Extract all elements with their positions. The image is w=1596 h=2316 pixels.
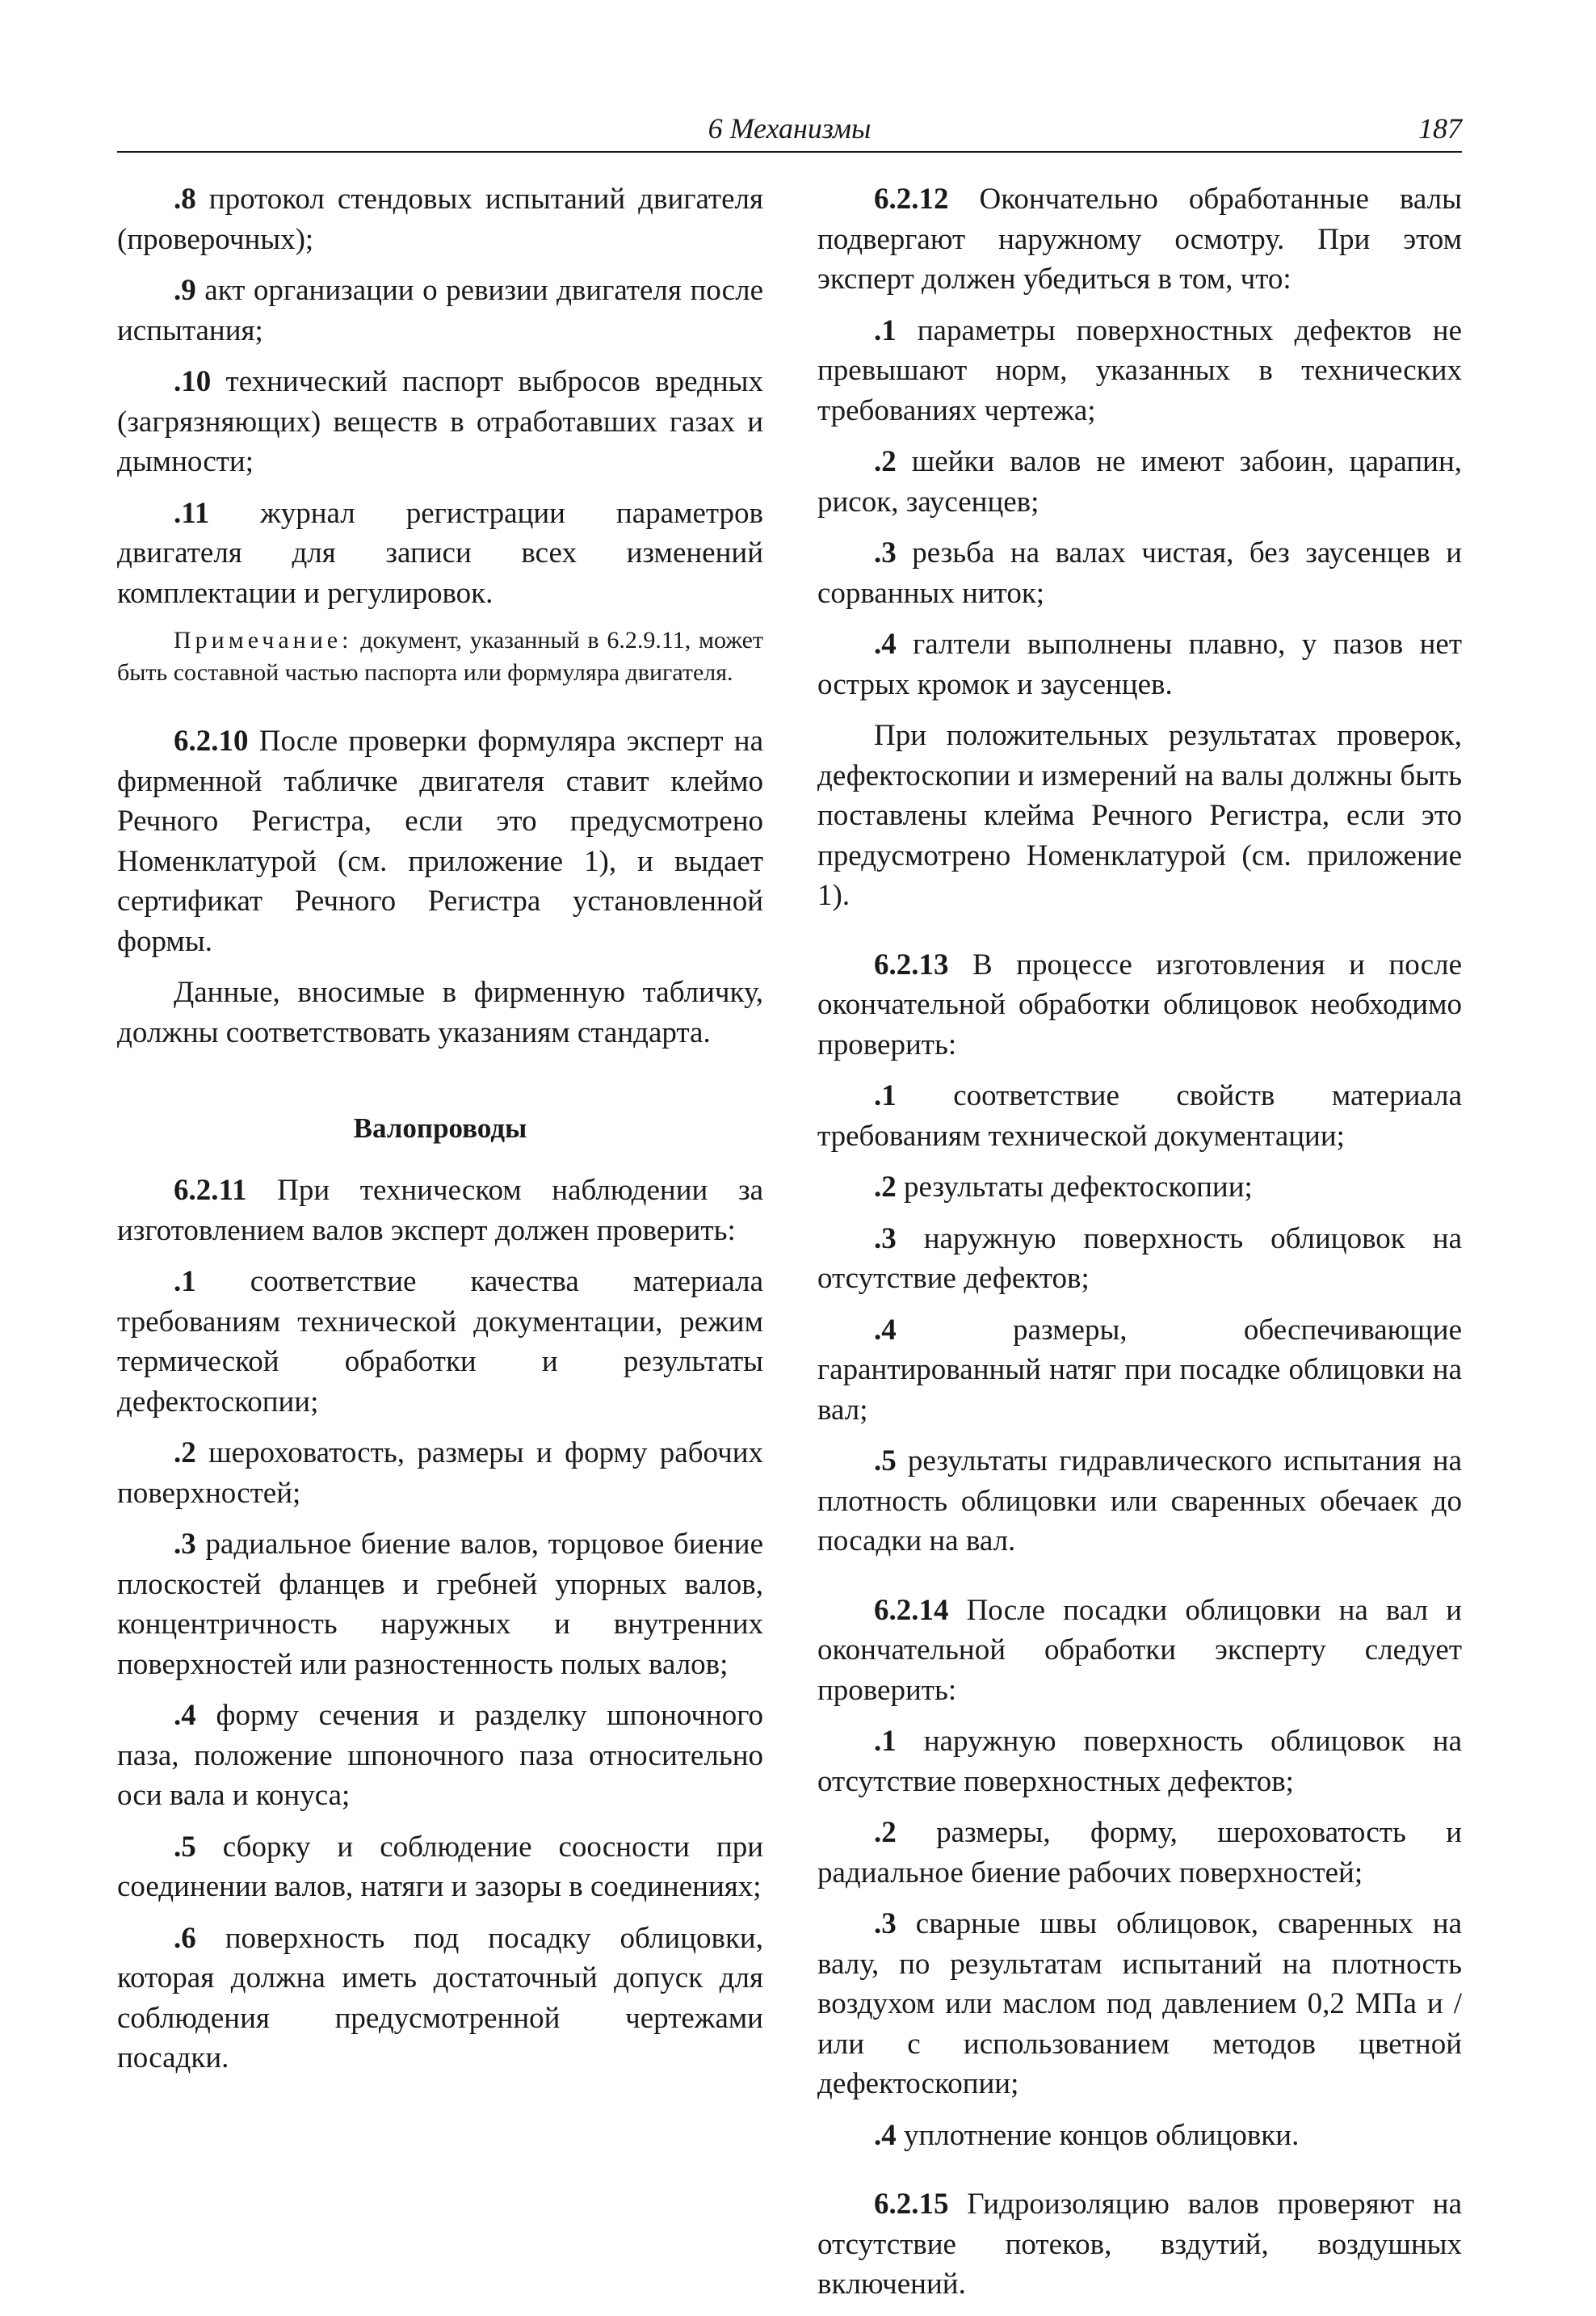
clause-text: После проверки формуляра эксперт на фирменной табличке двигателя ставит клеймо Речного Регистра, если это предусмотрено Номенклатурой (см. приложение 1), и выдает сертификат Речного Регистра установленной формы. [117,725,763,958]
item-text: журнал регистрации параметров двигателя для записи всех изменений комплектации и регулировок. [117,496,763,610]
list-item [817,1904,1462,2104]
clause-text: Гидроизоляцию валов проверяют на отсутствие потеков, вздутий, воздушных включений. [817,2188,1462,2301]
item-number: .1 [874,1079,897,1112]
clause-text: После посадки облицовки на вал и окончательной обработки эксперту следует проверить: [817,1593,1462,1707]
item-text: уплотнение концов облицовки. [896,2118,1300,2152]
item-number: .5 [874,1444,897,1477]
list-item [117,1696,763,1816]
item-number: .4 [174,1699,196,1732]
list-item [817,1813,1462,1893]
item-number: .2 [874,1171,897,1204]
item-text: резьба на валах чистая, без заусенцев и сорванных ниток; [817,536,1462,610]
list-item [117,362,763,482]
paragraph-text: При положительных результатах проверок, дефектоскопии и измерений на валы должны быть поставлены клейма Речного Регистра, если это предусмотрено Номенклатурой (см. приложение 1). [817,719,1462,912]
chapter-title: 6 Механизмы [708,112,872,145]
item-number: .4 [874,2118,897,2152]
clause-6-2-12 [817,179,1462,300]
item-number: .3 [874,1221,897,1255]
list-item [817,2116,1462,2156]
list-item [817,533,1462,613]
item-number: .2 [874,1816,897,1849]
item-number: .4 [874,628,897,661]
item-text: акт организации о ревизии двигателя после испытания; [117,274,763,347]
item-number: .1 [174,1265,196,1298]
clause-text: В процессе изготовления и после окончательной обработки облицовок необходимо проверить: [817,948,1462,1061]
item-number: .6 [174,1921,196,1955]
item-number: .3 [874,1907,897,1940]
right-column [817,179,1462,2316]
item-text: радиальное биение валов, торцовое биение плоскостей фланцев и гребней упорных валов, концентричность наружных и внутренних поверхностей или разностенность полых валов; [117,1528,763,1681]
item-number: .4 [874,1313,897,1347]
list-item [817,1219,1462,1299]
page-number: 187 [1418,112,1462,145]
item-number: .2 [874,445,897,478]
clause-6-2-13 [817,945,1462,1066]
clause-number: 6.2.10 [174,725,249,758]
item-text: шероховатость, размеры и форму рабочих поверхностей; [117,1436,763,1510]
clause-text: Окончательно обработанные валы подвергают наружному осмотру. При этом эксперт должен убедиться в том, что: [817,183,1462,296]
item-text: параметры поверхностных дефектов не превышают норм, указанных в технических требованиях чертежа; [817,313,1462,427]
list-item [817,1721,1462,1801]
section-heading: Валопроводы [353,1112,527,1144]
list-item [117,1524,763,1684]
note-text: документ, указанный в 6.2.9.11, может быть составной частью паспорта или формуляра двигателя. [117,627,763,686]
item-text: соответствие качества материала требованиям технической документации, режим термической обработки и результаты дефектоскопии; [117,1265,763,1419]
list-item [817,1167,1462,1208]
list-item [117,271,763,351]
clause-6-2-15 [817,2184,1462,2305]
item-text: размеры, обеспечивающие гарантированный натяг при посадке облицовки на вал; [817,1313,1462,1427]
list-item [117,494,763,614]
clause-number: 6.2.15 [874,2188,949,2221]
item-number: .9 [174,274,196,307]
clause-number: 6.2.13 [874,948,949,981]
clause-number: 6.2.14 [874,1593,949,1627]
item-number: .3 [874,536,897,570]
list-item [117,179,763,259]
item-number: .1 [874,1725,897,1758]
clause-6-2-11 [117,1171,763,1250]
item-number: .2 [174,1436,196,1469]
item-text: наружную поверхность облицовок на отсутствие поверхностных дефектов; [817,1725,1462,1798]
item-number: .8 [174,183,196,216]
item-text: протокол стендовых испытаний двигателя (проверочных); [117,183,763,256]
left-column [117,179,763,2090]
list-item [817,442,1462,522]
list-item [117,1919,763,2079]
item-text: результаты дефектоскопии; [896,1171,1253,1204]
paragraph [817,716,1462,916]
clause-number: 6.2.12 [874,183,949,216]
list-item [117,1827,763,1907]
item-text: сварные швы облицовок, сваренных на валу, по результатам испытаний на плотность воздухом или маслом под давлением 0,2 МПа и / или с использованием методов цветной дефектоскопии; [817,1907,1462,2100]
item-text: галтели выполнены плавно, у пазов нет острых кромок и заусенцев. [817,628,1462,701]
item-text: сборку и соблюдение соосности при соединении валов, натяги и зазоры в соединениях; [117,1830,763,1903]
list-item [817,1310,1462,1431]
list-item [817,1441,1462,1562]
item-text: результаты гидравлического испытания на плотность облицовки или сваренных обечаек до посадки на вал. [817,1444,1462,1557]
list-item [117,1433,763,1513]
item-text: соответствие свойств материала требованиям технической документации; [817,1079,1462,1153]
item-text: шейки валов не имеют забоин, царапин, рисок, заусенцев; [817,445,1462,519]
clause-6-2-10 [117,721,763,961]
item-text: размеры, форму, шероховатость и радиальное биение рабочих поверхностей; [817,1816,1462,1889]
item-text: наружную поверхность облицовок на отсутствие дефектов; [817,1221,1462,1295]
note [117,624,763,689]
clause-number: 6.2.11 [174,1174,247,1207]
item-number: .10 [174,365,212,398]
item-number: .3 [174,1528,196,1561]
list-item [817,311,1462,431]
list-item [817,624,1462,704]
paragraph-text: Данные, вносимые в фирменную табличку, должны соответствовать указаниям стандарта. [117,976,763,1049]
list-item [117,1262,763,1422]
list-item [817,1076,1462,1156]
page-header [117,109,1462,153]
item-number: .1 [874,313,897,347]
paragraph [117,973,763,1053]
note-label: Примечание: [174,627,353,654]
item-number: .11 [174,496,210,530]
item-text: форму сечения и разделку шпоночного паза, положение шпоночного паза относительно оси вала и конуса; [117,1699,763,1812]
item-text: поверхность под посадку облицовки, которая должна иметь достаточный допуск для соблюдения предусмотренной чертежами посадки. [117,1921,763,2074]
item-text: технический паспорт выбросов вредных (загрязняющих) веществ в отработавших газах и дымности; [117,365,763,478]
clause-text: При техническом наблюдении за изготовлением валов эксперт должен проверить: [117,1174,763,1247]
item-number: .5 [174,1830,196,1864]
clause-6-2-14 [817,1591,1462,1711]
